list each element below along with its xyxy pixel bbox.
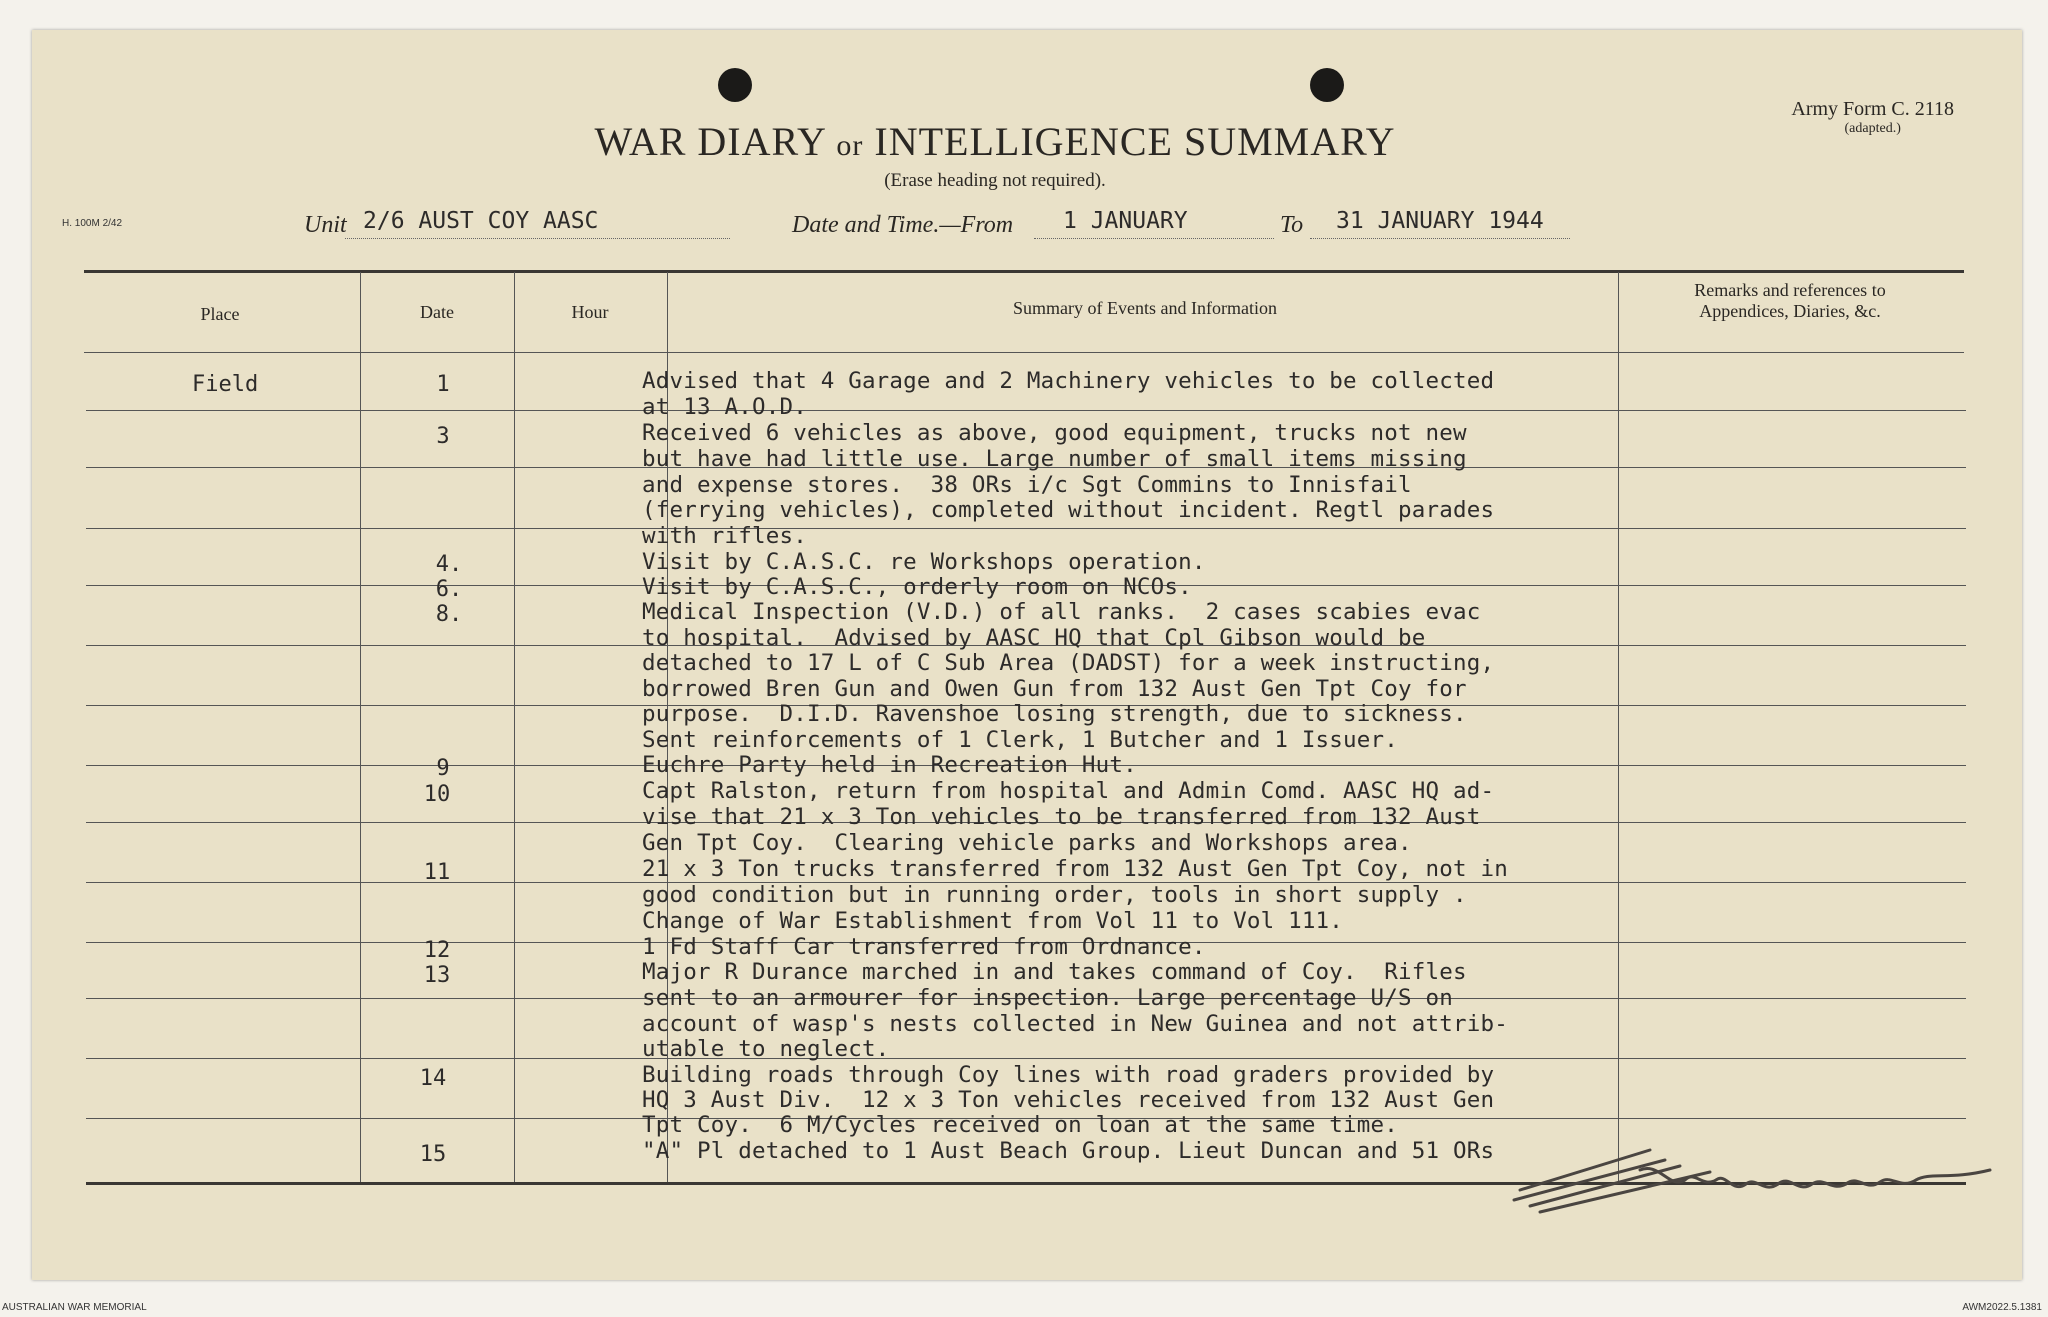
summary-line: Tpt Coy. 6 M/Cycles received on loan at the same time.: [642, 1112, 1399, 1138]
summary-line: Change of War Establishment from Vol 11 to Vol 111.: [642, 908, 1344, 934]
col-divider-place: [360, 272, 361, 1182]
col-header-hour: Hour: [571, 302, 609, 322]
summary-line: good condition but in running order, tools in short supply .: [642, 882, 1467, 908]
summary-line: Gen Tpt Coy. Clearing vehicle parks and Workshops area.: [642, 830, 1412, 856]
footer-item-id: AWM2022.5.1381: [1962, 1302, 2042, 1313]
summary-line: Visit by C.A.S.C. re Workshops operation.: [642, 549, 1206, 575]
punch-hole-right: [1310, 68, 1344, 102]
col-divider-date: [514, 272, 515, 1182]
to-label: To: [1280, 212, 1304, 238]
table-top-rule: [84, 270, 1964, 273]
col-divider-summary: [1618, 272, 1619, 1182]
unit-label: Unit: [304, 212, 347, 238]
summary-line: Capt Ralston, return from hospital and Admin Comd. AASC HQ ad-: [642, 778, 1495, 804]
army-form-adapted: (adapted.): [1844, 121, 1901, 136]
place-value: Field: [192, 372, 259, 397]
date-entry: 4.: [435, 552, 463, 577]
row-line: [86, 528, 1966, 529]
erase-heading-note: (Erase heading not required).: [884, 170, 1106, 191]
summary-line: Visit by C.A.S.C., orderly room on NCOs.: [642, 574, 1192, 600]
summary-line: Sent reinforcements of 1 Clerk, 1 Butcher and 1 Issuer.: [642, 727, 1399, 753]
summary-line: with rifles.: [642, 523, 807, 549]
date-entry: 14: [419, 1066, 447, 1091]
form-title: [0, 118, 1990, 165]
army-form-label: Army Form C. 2118: [1791, 98, 1954, 120]
from-date-value: 1 JANUARY: [1063, 208, 1188, 234]
header-bottom-rule: [84, 352, 1964, 353]
date-time-label: Date and Time.—From: [792, 212, 1014, 238]
summary-line: (ferrying vehicles), completed without incident. Regtl parades: [642, 497, 1495, 523]
col-header-place: Place: [200, 304, 240, 324]
summary-line: Medical Inspection (V.D.) of all ranks. 2 cases scabies evac: [642, 599, 1481, 625]
summary-line: sent to an armourer for inspection. Large percentage U/S on: [642, 985, 1454, 1011]
date-entry: 6.: [435, 577, 463, 602]
print-code: H. 100M 2/42: [62, 218, 123, 229]
col-header-remarks-line1: Remarks and references to: [1694, 280, 1886, 300]
summary-line: "A" Pl detached to 1 Aust Beach Group. Lieut Duncan and 51 ORs: [642, 1138, 1495, 1164]
date-entry: 10: [423, 782, 451, 807]
to-dotted-line: [1310, 238, 1570, 239]
title-war-diary: WAR DIARY: [594, 119, 826, 164]
summary-line: purpose. D.I.D. Ravenshoe losing strength, due to sickness.: [642, 701, 1467, 727]
summary-line: but have had little use. Large number of small items missing: [642, 446, 1467, 472]
summary-line: Major R Durance marched in and takes command of Coy. Rifles: [642, 959, 1467, 985]
punch-hole-left: [718, 68, 752, 102]
summary-line: account of wasp's nests collected in New Guinea and not attrib-: [642, 1011, 1509, 1037]
date-entry: 9: [436, 756, 450, 781]
to-date-value: 31 JANUARY 1944: [1336, 208, 1544, 234]
summary-line: borrowed Bren Gun and Owen Gun from 132 Aust Gen Tpt Coy for: [642, 676, 1467, 702]
army-form-number: [1791, 98, 1954, 137]
handwritten-signature: [1480, 1110, 2000, 1220]
summary-line: Received 6 vehicles as above, good equipment, trucks not new: [642, 420, 1467, 446]
summary-line: and expense stores. 38 ORs i/c Sgt Commins to Innisfail: [642, 472, 1412, 498]
summary-line: utable to neglect.: [642, 1036, 890, 1062]
summary-line: to hospital. Advised by AASC HQ that Cpl Gibson would be: [642, 625, 1426, 651]
date-entry: 8.: [435, 602, 463, 627]
col-header-remarks: [1625, 280, 1955, 322]
unit-value: 2/6 AUST COY AASC: [363, 208, 599, 234]
date-entry: 11: [423, 860, 451, 885]
summary-line: 1 Fd Staff Car transferred from Ordnance.: [642, 934, 1206, 960]
title-intelligence-summary: INTELLIGENCE SUMMARY: [874, 119, 1396, 164]
footer-archive-name: AUSTRALIAN WAR MEMORIAL: [2, 1302, 147, 1313]
summary-line: vise that 21 x 3 Ton vehicles to be transferred from 132 Aust: [642, 804, 1481, 830]
unit-dotted-line: [345, 238, 730, 239]
date-entry: 15: [419, 1142, 447, 1167]
summary-line: Building roads through Coy lines with road graders provided by: [642, 1062, 1495, 1088]
summary-line: Euchre Party held in Recreation Hut.: [642, 752, 1137, 778]
col-header-date: Date: [420, 302, 454, 322]
from-dotted-line: [1034, 238, 1274, 239]
title-or: or: [836, 129, 864, 162]
row-line: [86, 1058, 1966, 1059]
date-entry: 12: [423, 938, 451, 963]
summary-line: Advised that 4 Garage and 2 Machinery vehicles to be collected: [642, 368, 1495, 394]
summary-line: 21 x 3 Ton trucks transferred from 132 Aust Gen Tpt Coy, not in: [642, 856, 1509, 882]
col-header-remarks-line2: Appendices, Diaries, &c.: [1699, 301, 1881, 321]
date-entry: 3: [436, 424, 450, 449]
date-entry: 13: [423, 963, 451, 988]
summary-line: HQ 3 Aust Div. 12 x 3 Ton vehicles received from 132 Aust Gen: [642, 1087, 1495, 1113]
col-header-summary: Summary of Events and Information: [1013, 298, 1277, 318]
date-entry: 1: [436, 372, 450, 397]
summary-line: detached to 17 L of C Sub Area (DADST) for a week instructing,: [642, 650, 1495, 676]
summary-line: at 13 A.O.D.: [642, 394, 807, 420]
row-line: [86, 410, 1966, 411]
